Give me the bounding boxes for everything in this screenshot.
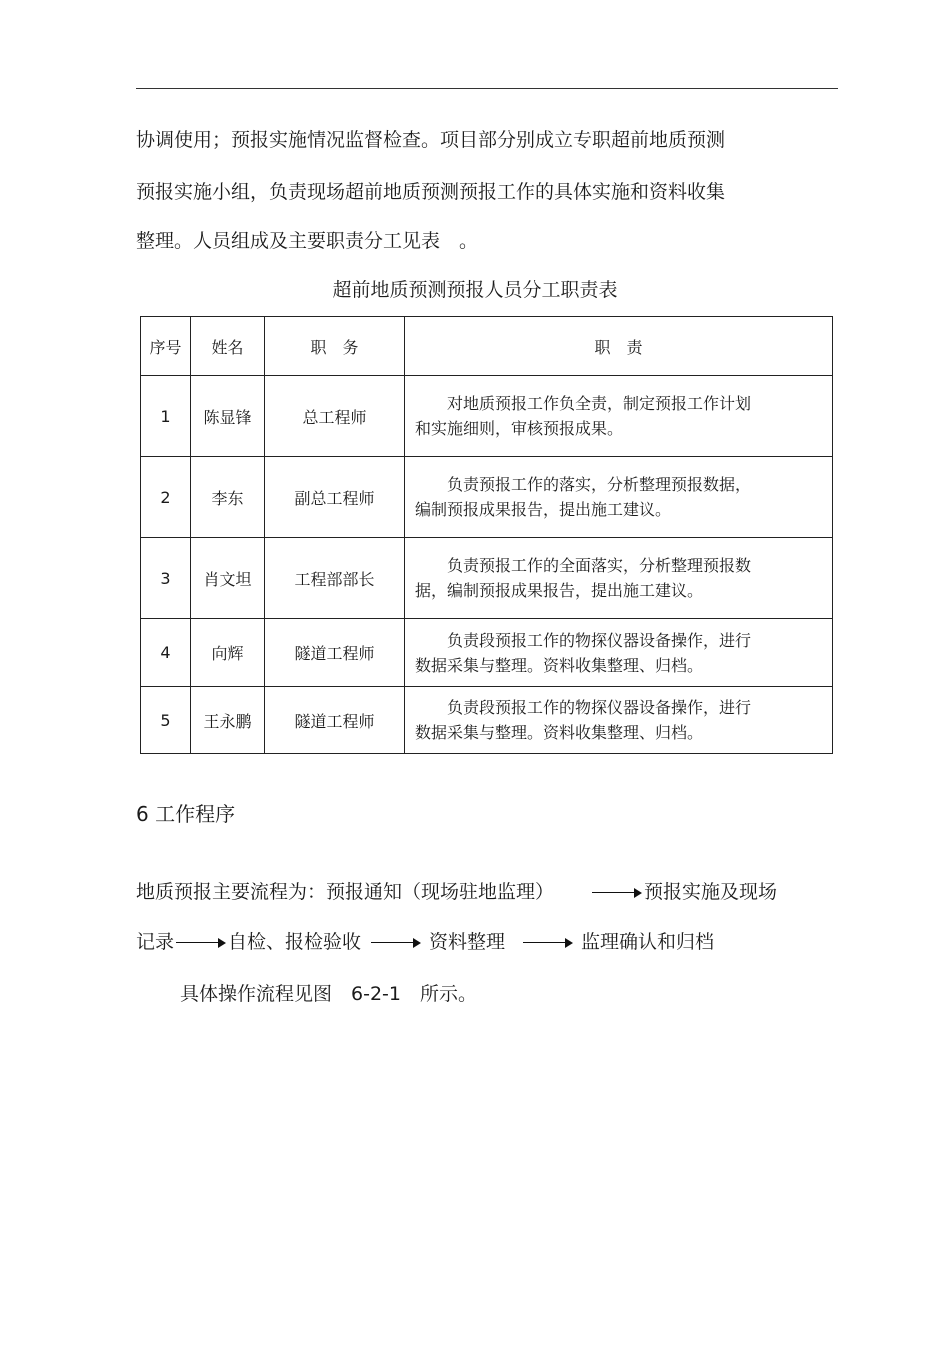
flow-prefix: 地质预报主要流程为：预报通知（现场驻地监理）	[136, 881, 555, 903]
cell-title: 工程部部长	[265, 538, 405, 619]
paragraph-line-2: 预报实施小组，负责现场超前地质预测预报工作的具体实施和资料收集	[136, 181, 726, 203]
flow-step-2-cont: 记录	[136, 931, 175, 953]
cell-name: 向辉	[191, 619, 265, 687]
cell-name: 陈显锋	[191, 376, 265, 457]
cell-title: 隧道工程师	[265, 619, 405, 687]
duty-line-1: 负责预报工作的落实，分析整理预报数据，	[447, 475, 752, 494]
paragraph-line-1: 协调使用；预报实施情况监督检查。项目部分别成立专职超前地质预测	[136, 129, 726, 151]
arrow-right-icon	[371, 937, 421, 949]
table-row	[141, 687, 833, 754]
duty-line-2: 编制预报成果报告，提出施工建议。	[415, 500, 672, 519]
cell-duty	[405, 687, 833, 754]
flow-line-2	[136, 930, 714, 954]
cell-name: 李东	[191, 457, 265, 538]
flow-step-2: 预报实施及现场	[644, 881, 778, 903]
duty-line-1: 负责段预报工作的物探仪器设备操作，进行	[447, 630, 752, 650]
duty-line-2: 数据采集与整理。资料收集整理、归档。	[415, 723, 704, 742]
cell-name: 肖文坦	[191, 538, 265, 619]
arrow-right-icon	[592, 887, 642, 899]
section-heading: 6 工作程序	[136, 802, 236, 826]
duty-line-2: 和实施细则，审核预报成果。	[415, 419, 624, 438]
paragraph-line-3: 整理。人员组成及主要职责分工见表 。	[136, 230, 479, 252]
cell-title: 隧道工程师	[265, 687, 405, 754]
table-header-row	[141, 317, 833, 376]
header-no: 序号	[141, 317, 191, 376]
table-row	[141, 457, 833, 538]
duty-line-1: 负责段预报工作的物探仪器设备操作，进行	[447, 698, 752, 717]
cell-name: 王永鹏	[191, 687, 265, 754]
duty-line-1: 对地质预报工作负全责，制定预报工作计划	[447, 394, 752, 413]
flow-step-3: 自检、报检验收	[228, 931, 362, 953]
cell-no: 3	[141, 538, 191, 619]
arrow-right-icon	[176, 937, 226, 949]
cell-duty	[405, 538, 833, 619]
header-rule	[136, 88, 838, 89]
header-title: 职 务	[265, 317, 405, 376]
duty-line-2: 数据采集与整理。资料收集整理、归档。	[415, 655, 704, 675]
table-row	[141, 538, 833, 619]
cell-no: 2	[141, 457, 191, 538]
header-duty: 职 责	[405, 317, 833, 376]
flow-line-1	[136, 880, 777, 904]
arrow-right-icon	[523, 937, 573, 949]
table-row	[141, 376, 833, 457]
cell-title: 总工程师	[265, 376, 405, 457]
cell-no: 1	[141, 376, 191, 457]
duty-line-2: 据，编制预报成果报告，提出施工建议。	[415, 581, 704, 600]
flow-step-5: 监理确认和归档	[581, 931, 715, 953]
flow-note: 具体操作流程见图 6-2-1 所示。	[180, 983, 477, 1005]
header-name: 姓名	[191, 317, 265, 376]
cell-duty	[405, 376, 833, 457]
cell-no: 4	[141, 619, 191, 687]
duty-table	[140, 316, 833, 754]
cell-title: 副总工程师	[265, 457, 405, 538]
table-caption: 超前地质预测预报人员分工职责表	[332, 279, 618, 301]
cell-duty	[405, 457, 833, 538]
cell-duty	[405, 619, 833, 687]
duty-line-1: 负责预报工作的全面落实，分析整理预报数	[447, 556, 752, 575]
table-row	[141, 619, 833, 687]
flow-step-4: 资料整理	[429, 931, 506, 953]
cell-no: 5	[141, 687, 191, 754]
